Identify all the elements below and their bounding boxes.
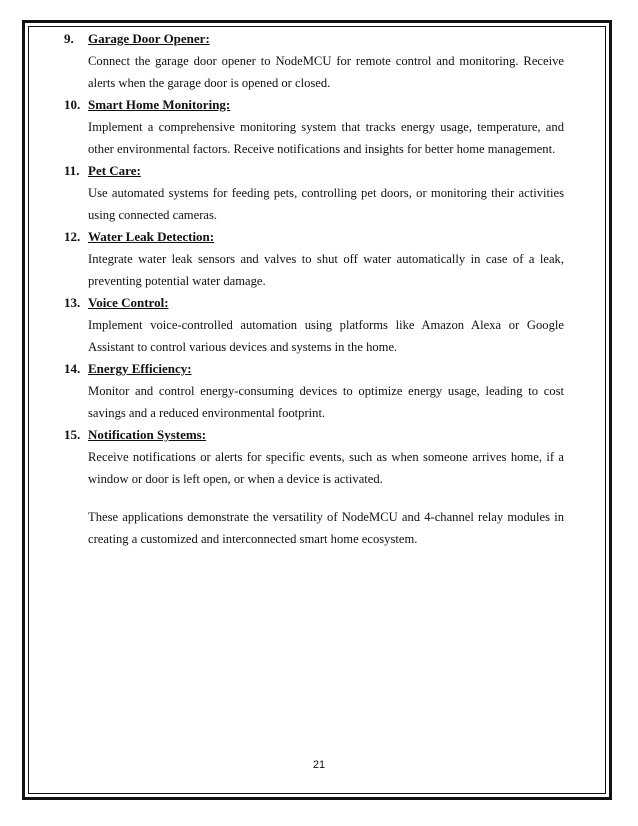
item-description: Implement voice-controlled automation using platforms like Amazon Alexa or Google Assistant to control various devices and systems in the home.	[88, 318, 564, 354]
item-number: 15.	[64, 427, 81, 442]
list-item-notification-systems	[64, 424, 564, 490]
item-description: Use automated systems for feeding pets, controlling pet doors, or monitoring their activities using connected cameras.	[88, 186, 564, 222]
closing-paragraph: These applications demonstrate the versatility of NodeMCU and 4-channel relay modules in creating a customized and interconnected smart home ecosystem.	[88, 510, 564, 546]
item-number: 14.	[64, 361, 81, 376]
item-heading	[64, 28, 564, 50]
item-description: Integrate water leak sensors and valves to shut off water automatically in case of a leak, preventing potential water damage.	[88, 252, 564, 288]
item-title: Garage Door Opener:	[88, 31, 210, 46]
list-item-voice-control	[64, 292, 564, 358]
item-description: Implement a comprehensive monitoring system that tracks energy usage, temperature, and other environmental factors. Receive notifications and insights for better home management.	[88, 120, 564, 156]
item-number: 10.	[64, 97, 81, 112]
item-title: Smart Home Monitoring:	[88, 97, 231, 112]
item-number: 13.	[64, 295, 81, 310]
item-title: Energy Efficiency:	[88, 361, 192, 376]
list-item-energy-efficiency	[64, 358, 564, 424]
list-item-pet-care	[64, 160, 564, 226]
page-number: 21	[312, 759, 326, 771]
item-description: Monitor and control energy-consuming devices to optimize energy usage, leading to cost savings and a reduced environmental footprint.	[88, 384, 564, 420]
item-heading	[64, 226, 564, 248]
item-heading	[64, 160, 564, 182]
item-title: Notification Systems:	[88, 427, 207, 442]
item-heading	[64, 292, 564, 314]
page-content	[64, 28, 564, 550]
item-number: 12.	[64, 229, 81, 244]
item-heading	[64, 94, 564, 116]
item-description: Connect the garage door opener to NodeMCU for remote control and monitoring. Receive alerts when the garage door is opened or closed.	[88, 54, 564, 90]
item-number: 11.	[64, 163, 80, 178]
list-item-smart-home-monitoring	[64, 94, 564, 160]
item-title: Voice Control:	[88, 295, 169, 310]
item-number: 9.	[64, 31, 74, 46]
item-title: Pet Care:	[88, 163, 141, 178]
item-title: Water Leak Detection:	[88, 229, 215, 244]
list-item-garage-door-opener	[64, 28, 564, 94]
list-item-water-leak-detection	[64, 226, 564, 292]
item-heading	[64, 424, 564, 446]
item-description: Receive notifications or alerts for specific events, such as when someone arrives home, if a window or door is left open, or when a device is activated.	[88, 450, 564, 486]
item-heading	[64, 358, 564, 380]
